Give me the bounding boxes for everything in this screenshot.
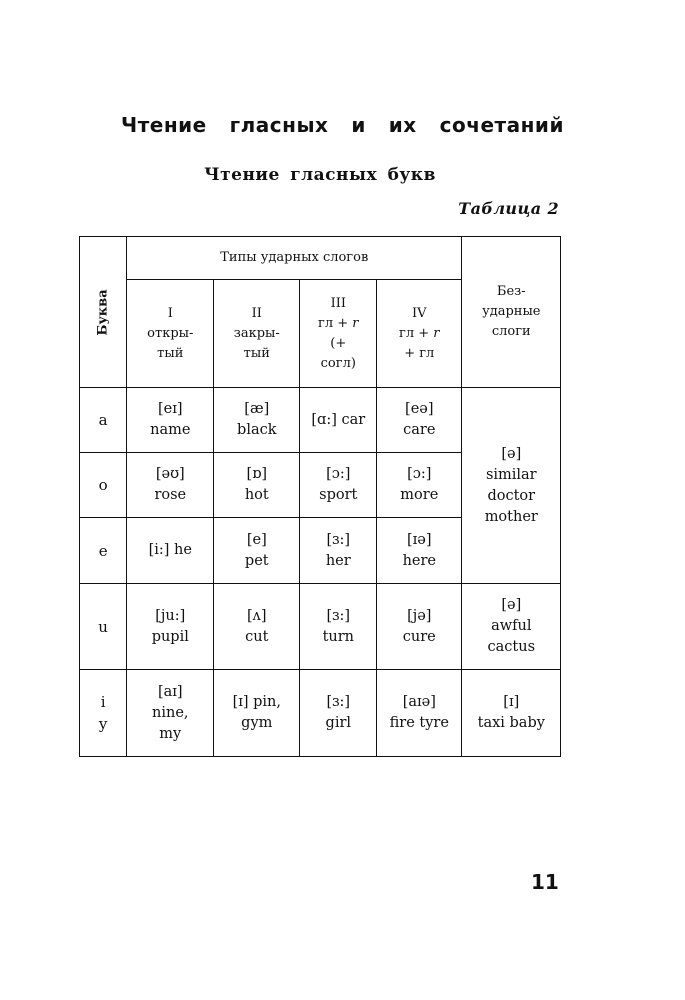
table-cell bbox=[300, 518, 377, 584]
letter-cell bbox=[80, 453, 127, 518]
page-number: 11 bbox=[531, 870, 559, 894]
table-cell bbox=[377, 670, 462, 757]
cell-line: [aɪə] bbox=[402, 694, 436, 710]
page-title: Чтение гласных и их сочетаний bbox=[121, 113, 564, 137]
letter: y bbox=[98, 715, 108, 733]
letter-column-header bbox=[80, 237, 127, 388]
cell-line: [ɒ] bbox=[246, 466, 268, 482]
table-cell bbox=[214, 453, 300, 518]
column-header-line: согл) bbox=[320, 355, 356, 371]
column-header-line: (+ bbox=[330, 335, 347, 351]
column-numeral: II bbox=[251, 305, 262, 321]
table-row bbox=[80, 670, 561, 757]
cell-line: pupil bbox=[151, 628, 189, 645]
cell-line: [aɪ] bbox=[157, 683, 183, 700]
cell-line: [ɑ:] car bbox=[311, 411, 366, 428]
column-numeral: IV bbox=[412, 305, 427, 321]
letter: e bbox=[98, 541, 108, 560]
cell-line: nine, bbox=[152, 704, 189, 721]
cell-line: fire tyre bbox=[389, 715, 449, 731]
column-numeral: III bbox=[330, 295, 346, 311]
unstressed-header-line: слоги bbox=[491, 324, 531, 339]
cell-line: [æ] bbox=[244, 401, 270, 417]
cell-line: [ɜ:] bbox=[326, 694, 351, 710]
table-cell bbox=[127, 670, 214, 757]
cell-line: [i:] he bbox=[148, 542, 192, 558]
vowel-reading-table bbox=[79, 236, 561, 757]
letter-cell bbox=[80, 518, 127, 584]
unstressed-header-line: Без- bbox=[496, 284, 526, 299]
cell-line: [e] bbox=[246, 531, 267, 548]
cell-line: cut bbox=[245, 628, 269, 645]
stressed-types-header bbox=[127, 237, 462, 280]
stressed-types-header-text: Типы ударных слогов bbox=[220, 250, 369, 265]
table-cell bbox=[300, 453, 377, 518]
cell-line: [jə] bbox=[407, 607, 432, 624]
column-header-line: + гл bbox=[404, 345, 435, 361]
cell-line: cure bbox=[402, 628, 436, 645]
cell-line: my bbox=[159, 725, 182, 742]
cell-line: hot bbox=[244, 487, 269, 503]
column-header-type-3 bbox=[300, 280, 377, 388]
cell-line: girl bbox=[325, 715, 352, 731]
cell-line: [əʊ] bbox=[155, 466, 185, 482]
cell-line: [ɔ:] bbox=[326, 466, 351, 482]
cell-line: [ɪə] bbox=[407, 531, 432, 548]
table-label: Таблица 2 bbox=[458, 199, 559, 218]
table-cell bbox=[127, 518, 214, 584]
table-cell bbox=[127, 388, 214, 453]
letter-header-text: Буква bbox=[95, 288, 111, 336]
table-cell bbox=[377, 584, 462, 670]
cell-line: [ɜ:] bbox=[326, 531, 351, 548]
column-header-line: гл + r bbox=[318, 315, 359, 331]
table-cell bbox=[377, 453, 462, 518]
table-row bbox=[80, 584, 561, 670]
cell-line: [ə] bbox=[501, 597, 522, 613]
column-header-line: гл + r bbox=[399, 325, 440, 341]
letter-cell bbox=[80, 670, 127, 757]
cell-line: care bbox=[403, 422, 436, 438]
table-cell bbox=[214, 388, 300, 453]
column-header-type-1 bbox=[127, 280, 214, 388]
letter: u bbox=[98, 617, 108, 636]
cell-line: pet bbox=[244, 552, 269, 569]
letter-cell bbox=[80, 388, 127, 453]
unstressed-cell bbox=[462, 584, 561, 670]
cell-line: turn bbox=[322, 628, 354, 645]
letter: i bbox=[100, 693, 106, 711]
column-header-line: тый bbox=[243, 345, 270, 361]
table-cell bbox=[377, 518, 462, 584]
table-cell bbox=[377, 388, 462, 453]
cell-line: more bbox=[400, 487, 439, 503]
letter: o bbox=[98, 476, 108, 494]
cell-line: [ʌ] bbox=[247, 607, 267, 624]
cell-line: [ɔ:] bbox=[407, 466, 432, 482]
table-cell bbox=[300, 388, 377, 453]
letter: a bbox=[98, 411, 108, 429]
cell-line: [ə] bbox=[501, 445, 522, 462]
table-cell bbox=[214, 670, 300, 757]
cell-line: taxi baby bbox=[477, 715, 545, 731]
cell-line: [ɪ] bbox=[503, 694, 520, 710]
table-row bbox=[80, 388, 561, 453]
unstressed-header bbox=[462, 237, 561, 388]
cell-line: sport bbox=[319, 487, 358, 503]
cell-line: here bbox=[402, 552, 436, 569]
cell-line: [ju:] bbox=[155, 607, 186, 624]
unstressed-cell bbox=[462, 388, 561, 584]
cell-line: doctor bbox=[487, 487, 536, 504]
italic-r: r bbox=[433, 325, 440, 341]
cell-line: awful bbox=[491, 618, 532, 634]
unstressed-header-line: ударные bbox=[482, 304, 541, 319]
cell-line: rose bbox=[154, 487, 187, 503]
cell-line: [ɪ] pin, bbox=[232, 694, 281, 710]
cell-line: mother bbox=[484, 508, 538, 525]
cell-line: her bbox=[325, 552, 351, 569]
cell-line: black bbox=[237, 422, 277, 438]
section-title: Чтение гласных букв bbox=[204, 165, 436, 185]
cell-line: cactus bbox=[487, 639, 536, 655]
cell-line: [eə] bbox=[405, 401, 434, 417]
italic-r: r bbox=[352, 315, 359, 331]
table-cell bbox=[300, 584, 377, 670]
column-header-line: тый bbox=[157, 345, 184, 361]
letter-cell bbox=[80, 584, 127, 670]
column-header-type-4 bbox=[377, 280, 462, 388]
table-cell bbox=[214, 584, 300, 670]
column-numeral: I bbox=[167, 305, 173, 321]
table-cell bbox=[300, 670, 377, 757]
cell-line: [ɜ:] bbox=[326, 607, 351, 624]
table-cell bbox=[214, 518, 300, 584]
column-header-type-2 bbox=[214, 280, 300, 388]
cell-line: name bbox=[150, 422, 191, 438]
cell-line: [eɪ] bbox=[158, 401, 183, 417]
table-cell bbox=[127, 453, 214, 518]
column-header-line: закры- bbox=[233, 325, 280, 341]
table-cell bbox=[127, 584, 214, 670]
cell-line: similar bbox=[485, 466, 537, 483]
unstressed-cell bbox=[462, 670, 561, 757]
cell-line: gym bbox=[241, 715, 273, 731]
column-header-line: откры- bbox=[147, 325, 194, 341]
